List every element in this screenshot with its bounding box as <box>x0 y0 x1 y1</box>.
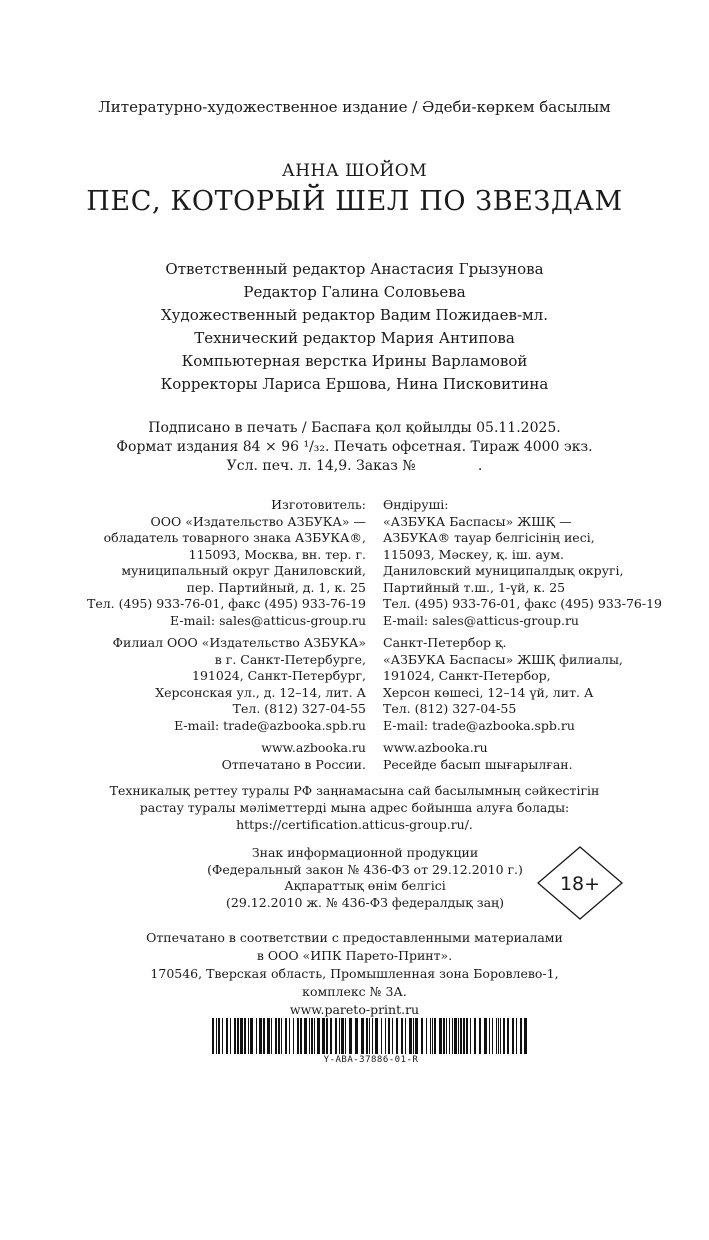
staff-line: Компьютерная верстка Ирины Варламовой <box>181 352 528 370</box>
text-line: (29.12.2010 ж. № 436-ФЗ федералдық заң) <box>226 894 504 910</box>
barcode-bar <box>516 1018 517 1054</box>
text-line: E-mail: sales@atticus-group.ru <box>383 612 579 628</box>
barcode-bar <box>449 1018 450 1054</box>
text-line: обладатель товарного знака АЗБУКА®, <box>103 530 366 545</box>
signed-line: Подписано в печать / Баспаға қол қойылды 05.11.2025. <box>148 420 561 436</box>
text-line: Даниловский муниципалдық округі, <box>383 563 624 578</box>
text-line: E-mail: sales@atticus-group.ru <box>170 612 366 628</box>
imprint-column-ru <box>46 497 366 773</box>
barcode-bar <box>489 1018 490 1054</box>
barcode-bar <box>446 1018 447 1054</box>
barcode-bar <box>216 1018 217 1054</box>
barcode-bar <box>289 1018 290 1054</box>
format-line: Формат издания 84 × 96 ¹/₃₂. Печать офсетная. Тираж 4000 экз. <box>116 439 593 455</box>
text-line: 115093, Мәскеу, қ. іш. аум. <box>383 546 564 562</box>
barcode-bar <box>413 1018 414 1054</box>
barcode-bar <box>275 1018 277 1054</box>
text-line: 191024, Санкт-Петербург, <box>192 668 366 683</box>
web-kz <box>383 740 703 773</box>
barcode-bar <box>355 1018 358 1054</box>
text-line: E-mail: trade@azbooka.spb.ru <box>383 717 575 733</box>
text-line: E-mail: trade@azbooka.spb.ru <box>174 717 366 733</box>
barcode-bar <box>381 1018 382 1054</box>
barcode-bar <box>492 1018 493 1054</box>
manufacturer-ru <box>46 497 366 629</box>
text-line: 170546, Тверская область, Промышленная зона Боровлево-1, <box>150 966 559 981</box>
printed-in-line: Отпечатано в России. <box>221 756 366 772</box>
barcode-bar <box>439 1018 442 1054</box>
text-line: Санкт-Петербор қ. <box>383 635 507 650</box>
barcode-bar <box>230 1018 231 1054</box>
barcode-bar <box>388 1018 390 1054</box>
barcode-bar <box>443 1018 445 1054</box>
barcode-bar <box>396 1018 398 1054</box>
barcode-bar <box>409 1018 412 1054</box>
author-name: АННА ШОЙОМ <box>281 161 428 181</box>
barcode-bar <box>309 1018 310 1054</box>
printer-website: www.pareto-print.ru <box>289 1002 420 1017</box>
barcode-bar <box>479 1018 481 1054</box>
barcode-bar <box>401 1018 403 1054</box>
barcode-bar <box>339 1018 340 1054</box>
barcode-bar <box>311 1018 313 1054</box>
imprint-column-kz <box>383 497 703 773</box>
text-line: муниципальный округ Даниловский, <box>121 563 366 578</box>
barcode-caption: Y-ABA-37886-01-R <box>323 1055 419 1065</box>
text-line: комплекс № 3А. <box>302 984 407 999</box>
barcode-bar <box>212 1018 214 1054</box>
barcode-bar <box>341 1018 344 1054</box>
barcode-bar <box>520 1018 522 1054</box>
barcode-bar <box>385 1018 386 1054</box>
barcode-bar <box>278 1018 280 1054</box>
barcode-bar <box>434 1018 436 1054</box>
barcode-bar <box>463 1018 465 1054</box>
website-line: www.azbooka.ru <box>261 740 366 755</box>
barcode-bar <box>237 1018 239 1054</box>
text-line: Тел. (495) 933-76-01, факс (495) 933-76-19 <box>87 596 366 611</box>
web-ru <box>46 740 366 773</box>
text-line: Техникалық реттеу туралы РФ заңнамасына сай басылымның сәйкестігін <box>109 783 600 798</box>
text-line: (Федеральный закон № 436-ФЗ от 29.12.2010 г.) <box>207 861 523 877</box>
barcode-bar <box>349 1018 352 1054</box>
staff-line: Редактор Галина Соловьева <box>243 283 466 301</box>
text-line: Херсонская ул., д. 12–14, лит. А <box>155 684 366 700</box>
barcode-bar <box>452 1018 453 1054</box>
barcode-bar <box>470 1018 471 1054</box>
barcode-bar <box>222 1018 223 1054</box>
text-line: Өндіруші: <box>383 497 449 512</box>
barcode-bar <box>263 1018 265 1054</box>
barcode-bar <box>218 1018 220 1054</box>
barcode-bar <box>466 1018 468 1054</box>
barcode-bar <box>244 1018 246 1054</box>
text-line: Партийный т.ш., 1-үй, к. 25 <box>383 579 566 595</box>
barcode-bar <box>432 1018 433 1054</box>
text-line: «АЗБУКА Баспасы» ЖШҚ — <box>383 513 572 529</box>
barcode-bar <box>503 1018 505 1054</box>
text-line: Ақпараттық өнім белгісі <box>284 878 446 893</box>
barcode-bar <box>372 1018 373 1054</box>
barcode-bar <box>330 1018 332 1054</box>
age-rating-badge <box>536 845 624 921</box>
barcode-bar <box>326 1018 328 1054</box>
staff-line: Художественный редактор Вадим Пожидаев-мл. <box>161 306 548 324</box>
text-line: Тел. (812) 327-04-55 <box>383 701 517 716</box>
barcode-bar <box>361 1018 364 1054</box>
barcode-bar <box>250 1018 253 1054</box>
series-line: Литературно-художественное издание / Әдеби-көркем басылым <box>98 98 611 116</box>
barcode-bar <box>524 1018 527 1054</box>
text-line: Херсон көшесі, 12–14 үй, лит. А <box>383 684 594 700</box>
branch-ru <box>46 635 366 734</box>
text-line: Филиал ООО «Издательство АЗБУКА» <box>112 635 366 650</box>
barcode-bar <box>426 1018 427 1054</box>
barcode-bar <box>500 1018 501 1054</box>
printed-in-line: Ресейде басып шығарылған. <box>383 756 573 772</box>
barcode-bar <box>314 1018 315 1054</box>
barcode-bar <box>369 1018 370 1054</box>
manufacturer-kz <box>383 497 703 629</box>
barcode-bar <box>512 1018 514 1054</box>
barcode-bar <box>507 1018 509 1054</box>
barcode-bar <box>267 1018 270 1054</box>
barcode-bar <box>297 1018 299 1054</box>
barcode-bar <box>498 1018 499 1054</box>
branch-kz <box>383 635 703 734</box>
website-line: www.azbooka.ru <box>383 740 488 755</box>
barcode <box>212 1018 530 1054</box>
text-line: Изготовитель: <box>271 497 366 512</box>
barcode-bar <box>405 1018 406 1054</box>
info-product-sign <box>160 845 570 911</box>
barcode-bar <box>460 1018 462 1054</box>
barcode-bar <box>458 1018 459 1054</box>
text-line: АЗБУКА® тауар белгісінің иесі, <box>383 530 595 545</box>
order-line: Усл. печ. л. 14,9. Заказ № . <box>226 458 483 474</box>
text-line: пер. Партийный, д. 1, к. 25 <box>186 579 366 595</box>
barcode-bar <box>484 1018 487 1054</box>
barcode-bar <box>430 1018 431 1054</box>
printer-info <box>0 929 709 1019</box>
text-line: Тел. (812) 327-04-55 <box>232 701 366 716</box>
text-line: 191024, Санкт-Петербор, <box>383 668 551 683</box>
text-line: растау туралы мәліметтерді мына адрес бойынша алуға болады: <box>139 800 570 815</box>
barcode-bar <box>496 1018 497 1054</box>
text-line: «АЗБУКА Баспасы» ЖШҚ филиалы, <box>383 651 623 667</box>
barcode-bar <box>293 1018 294 1054</box>
age-rating-text: 18+ <box>559 873 601 895</box>
certification-note <box>0 782 709 833</box>
barcode-bar <box>345 1018 346 1054</box>
text-line: в г. Санкт-Петербурге, <box>214 651 366 667</box>
text-line: ООО «Издательство АЗБУКА» — <box>150 513 366 529</box>
barcode-bar <box>322 1018 325 1054</box>
barcode-bar <box>317 1018 320 1054</box>
barcode-bar <box>375 1018 378 1054</box>
barcode-bar <box>226 1018 228 1054</box>
barcode-bar <box>474 1018 476 1054</box>
barcode-bar <box>454 1018 457 1054</box>
barcode-bar <box>335 1018 337 1054</box>
text-line: Знак информационной продукции <box>251 845 479 860</box>
barcode-bar <box>421 1018 423 1054</box>
text-line: Тел. (495) 933-76-01, факс (495) 933-76-19 <box>383 596 662 611</box>
barcode-bar <box>240 1018 243 1054</box>
text-line: 115093, Москва, вн. тер. г. <box>188 546 366 562</box>
staff-line: Корректоры Лариса Ершова, Нина Писковитина <box>160 375 549 393</box>
text-line: в ООО «ИПК Парето-Принт». <box>256 948 453 963</box>
barcode-bar <box>392 1018 393 1054</box>
barcode-bar <box>281 1018 282 1054</box>
staff-list <box>0 258 709 396</box>
barcode-bar <box>256 1018 257 1054</box>
print-info <box>0 419 709 476</box>
barcode-bar <box>271 1018 272 1054</box>
barcode-bar <box>304 1018 307 1054</box>
barcode-bar <box>285 1018 287 1054</box>
barcode-bar <box>259 1018 262 1054</box>
barcode-bar <box>300 1018 302 1054</box>
book-title: ПЕС, КОТОРЫЙ ШЕЛ ПО ЗВЕЗДАМ <box>86 186 623 217</box>
certification-url: https://certification.atticus-group.ru/. <box>236 817 473 832</box>
staff-line: Технический редактор Мария Антипова <box>194 329 515 347</box>
staff-line: Ответственный редактор Анастасия Грызунова <box>165 260 544 278</box>
barcode-bar <box>366 1018 368 1054</box>
text-line: Отпечатано в соответствии с предоставленными материалами <box>146 930 563 945</box>
barcode-bar <box>234 1018 236 1054</box>
barcode-bar <box>415 1018 418 1054</box>
barcode-bar <box>248 1018 249 1054</box>
